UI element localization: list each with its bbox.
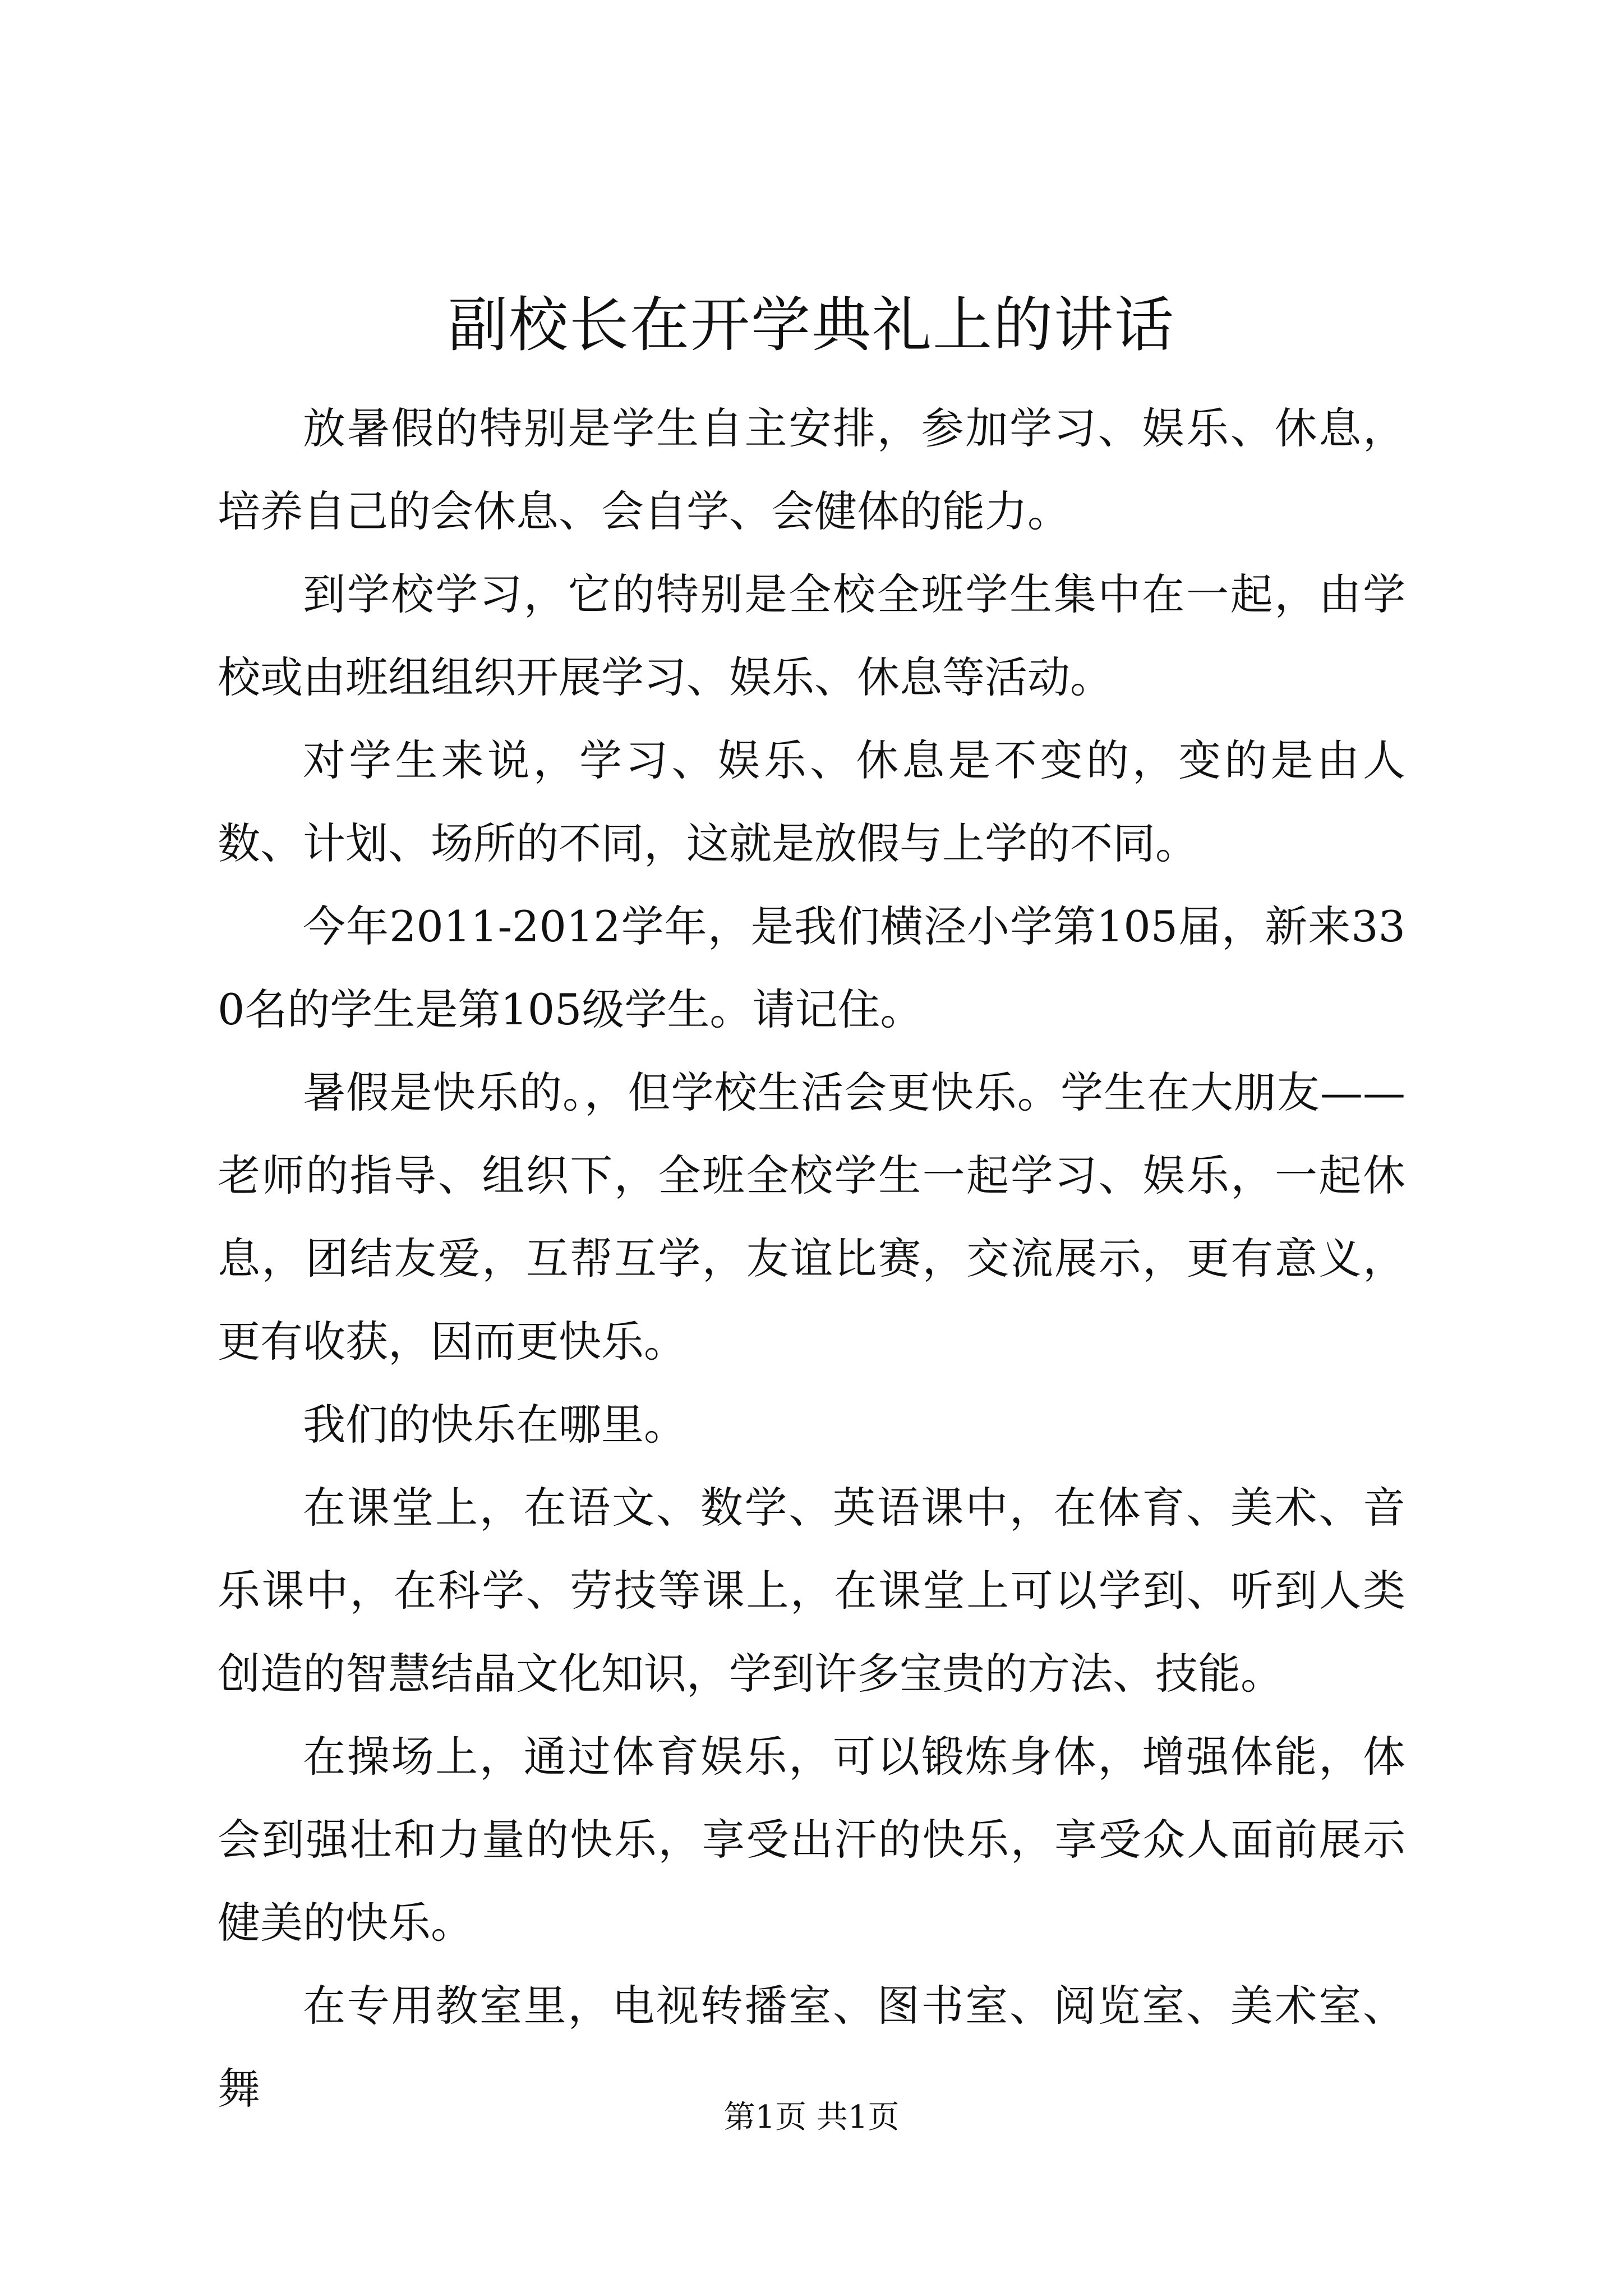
page-footer: 第1页 共1页: [723, 2099, 900, 2136]
paragraph: 放暑假的特别是学生自主安排，参加学习、娱乐、休息，培养自己的会休息、会自学、会健体的能力。: [218, 403, 1405, 536]
document-title: 副校长在开学典礼上的讲话: [448, 291, 1175, 360]
document-body: [218, 387, 1405, 2131]
paragraph: 在操场上，通过体育娱乐，可以锻炼身体，增强体能，体会到强壮和力量的快乐，享受出汗的快乐，享受众人面前展示健美的快乐。: [218, 1732, 1405, 1948]
paragraph: 我们的快乐在哪里。: [303, 1400, 686, 1450]
paragraph: 到学校学习，它的特别是全校全班学生集中在一起，由学校或由班组组织开展学习、娱乐、休息等活动。: [218, 569, 1405, 702]
paragraph: 在专用教室里，电视转播室、图书室、阅览室、美术室、舞: [218, 1981, 1405, 2114]
paragraph: 今年2011-2012学年，是我们横泾小学第105届，新来330名的学生是第105级学生。请记住。: [218, 901, 1405, 1034]
paragraph: 对学生来说，学习、娱乐、休息是不变的，变的是由人数、计划、场所的不同，这就是放假与上学的不同。: [218, 735, 1405, 868]
paragraph: 暑假是快乐的。，但学校生活会更快乐。学生在大朋友——老师的指导、组织下，全班全校学生一起学习、娱乐，一起休息，团结友爱，互帮互学，友谊比赛，交流展示，更有意义，更有收获，因而更快乐。: [218, 1068, 1405, 1366]
paragraph: 在课堂上，在语文、数学、英语课中，在体育、美术、音乐课中，在科学、劳技等课上，在课堂上可以学到、听到人类创造的智慧结晶文化知识，学到许多宝贵的方法、技能。: [218, 1483, 1405, 1699]
